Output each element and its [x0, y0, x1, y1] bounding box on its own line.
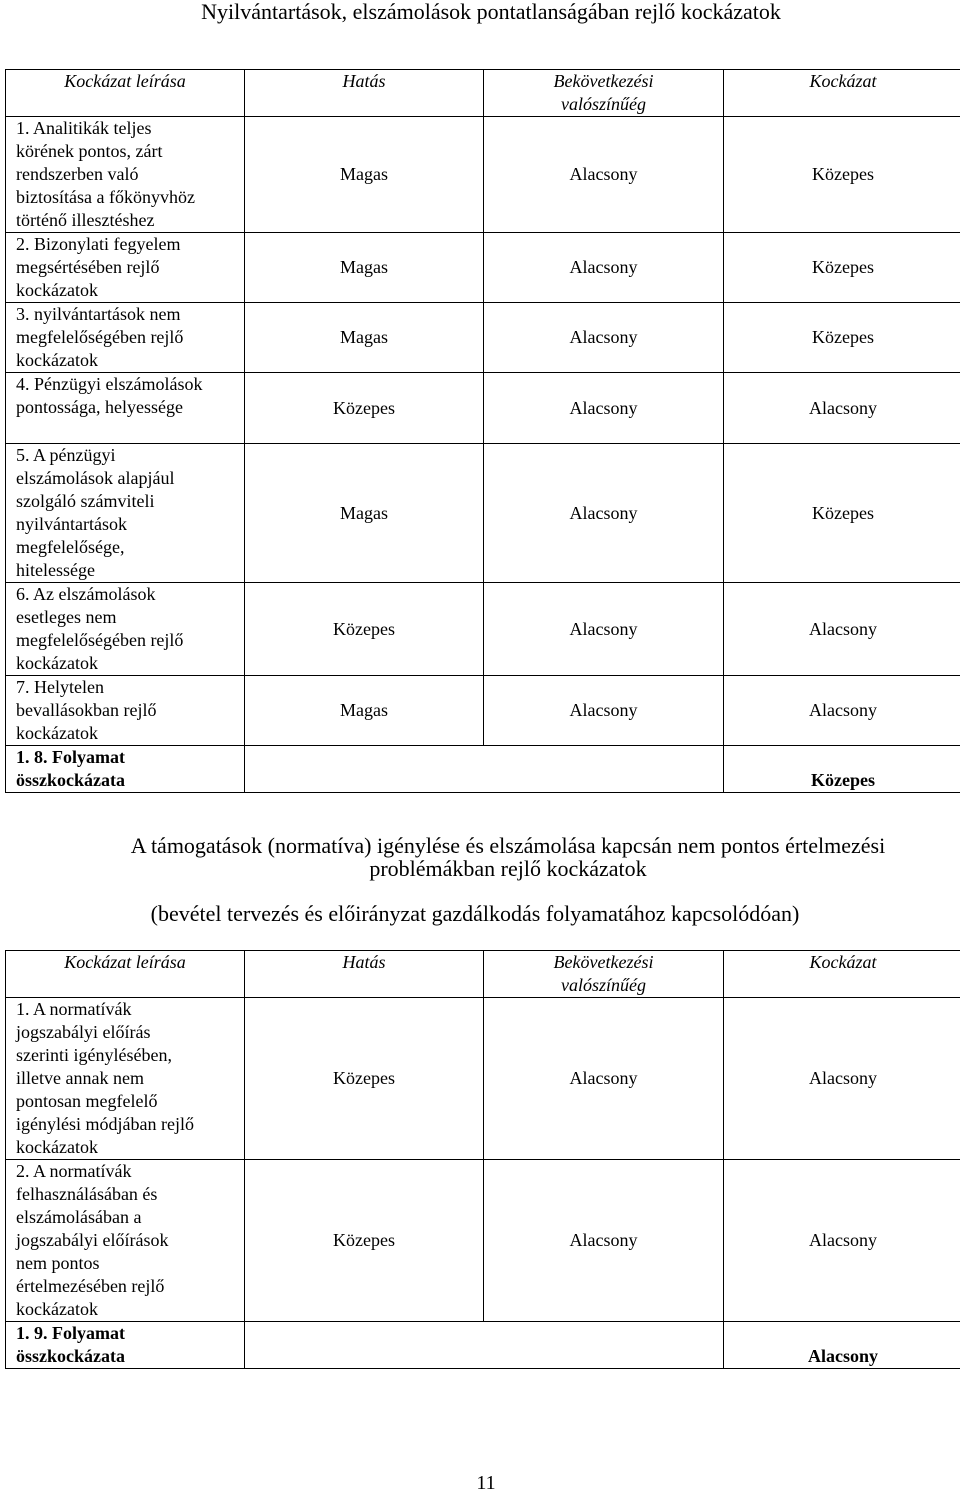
probability-value: Alacsony	[484, 583, 724, 676]
probability-value: Alacsony	[484, 303, 724, 373]
probability-value: Alacsony	[484, 233, 724, 303]
probability-value: Alacsony	[484, 373, 724, 444]
probability-value: Alacsony	[484, 998, 724, 1160]
risk-value: Alacsony	[724, 998, 960, 1160]
header-impact: Hatás	[245, 70, 484, 117]
header-risk: Kockázat	[724, 70, 960, 117]
impact-value: Közepes	[245, 373, 484, 444]
risk-description: 7. Helytelen bevallásokban rejlő kockázatok	[6, 676, 245, 746]
table-header-row	[6, 70, 960, 117]
table-row	[6, 303, 960, 373]
summary-empty-cell	[245, 1322, 724, 1369]
header-probability: Bekövetkezési valószínűég	[484, 70, 724, 117]
table-row	[6, 117, 960, 233]
table-row	[6, 1160, 960, 1322]
risk-description: 2. A normatívák felhasználásában és elszámolásában a jogszabályi előírások nem pontos értelmezésében rejlő kockázatok	[6, 1160, 245, 1322]
risk-value: Alacsony	[724, 373, 960, 444]
risk-description: 2. Bizonylati fegyelem megsértésében rejlő kockázatok	[6, 233, 245, 303]
probability-value: Alacsony	[484, 117, 724, 233]
header-description: Kockázat leírása	[6, 70, 245, 117]
risk-value: Közepes	[724, 303, 960, 373]
header-risk: Kockázat	[724, 951, 960, 998]
impact-value: Magas	[245, 117, 484, 233]
impact-value: Magas	[245, 444, 484, 583]
impact-value: Magas	[245, 233, 484, 303]
summary-risk-value: Közepes	[724, 746, 960, 793]
risk-value: Alacsony	[724, 583, 960, 676]
summary-row	[6, 746, 960, 793]
table-row	[6, 998, 960, 1160]
risk-table-subsidies	[5, 950, 960, 1369]
risk-value: Közepes	[724, 444, 960, 583]
header-impact: Hatás	[245, 951, 484, 998]
page-title: Nyilvántartások, elszámolások pontatlanságában rejlő kockázatok	[22, 0, 960, 24]
summary-row	[6, 1322, 960, 1369]
table-row	[6, 583, 960, 676]
table-row	[6, 444, 960, 583]
table-row	[6, 373, 960, 444]
table-row	[6, 676, 960, 746]
risk-description: 4. Pénzügyi elszámolások pontossága, helyessége	[6, 373, 245, 444]
section-subheading: (bevétel tervezés és előirányzat gazdálkodás folyamatához kapcsolódóan)	[0, 902, 950, 925]
summary-label: 1. 8. Folyamat összkockázata	[6, 746, 245, 793]
risk-description: 6. Az elszámolások esetleges nem megfelelőségében rejlő kockázatok	[6, 583, 245, 676]
table-row	[6, 233, 960, 303]
probability-value: Alacsony	[484, 1160, 724, 1322]
summary-risk-value: Alacsony	[724, 1322, 960, 1369]
probability-value: Alacsony	[484, 676, 724, 746]
impact-value: Közepes	[245, 583, 484, 676]
impact-value: Magas	[245, 303, 484, 373]
page-number: 11	[0, 1471, 960, 1495]
risk-description: 1. A normatívák jogszabályi előírás szerinti igénylésében, illetve annak nem pontosan megfelelő igénylési módjában rejlő kockázatok	[6, 998, 245, 1160]
risk-value: Alacsony	[724, 676, 960, 746]
impact-value: Magas	[245, 676, 484, 746]
header-description: Kockázat leírása	[6, 951, 245, 998]
risk-value: Alacsony	[724, 1160, 960, 1322]
section-heading: A támogatások (normatíva) igénylése és elszámolása kapcsán nem pontos értelmezési problémákban rejlő kockázatok	[58, 834, 958, 880]
risk-description: 5. A pénzügyi elszámolások alapjául szolgáló számviteli nyilvántartások megfelelősége, hitelessége	[6, 444, 245, 583]
table-header-row	[6, 951, 960, 998]
risk-description: 3. nyilvántartások nem megfelelőségében rejlő kockázatok	[6, 303, 245, 373]
risk-value: Közepes	[724, 233, 960, 303]
impact-value: Közepes	[245, 998, 484, 1160]
probability-value: Alacsony	[484, 444, 724, 583]
impact-value: Közepes	[245, 1160, 484, 1322]
risk-value: Közepes	[724, 117, 960, 233]
header-probability: Bekövetkezési valószínűég	[484, 951, 724, 998]
risk-table-records	[5, 69, 960, 793]
summary-empty-cell	[245, 746, 724, 793]
summary-label: 1. 9. Folyamat összkockázata	[6, 1322, 245, 1369]
risk-description: 1. Analitikák teljes körének pontos, zárt rendszerben való biztosítása a főkönyvhöz történő illesztéshez	[6, 117, 245, 233]
